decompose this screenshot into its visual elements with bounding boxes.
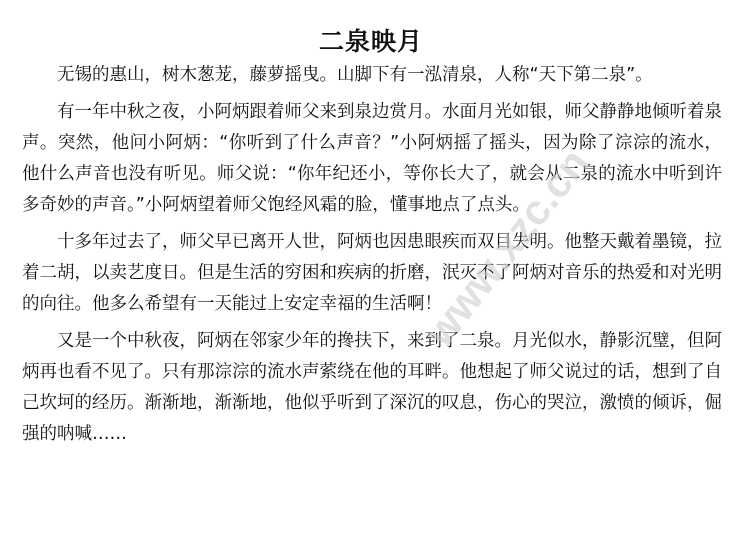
paragraph-4: 又是一个中秋夜，阿炳在邻家少年的搀扶下，来到了二泉。月光似水，静影沉璧，但阿炳再也看不见了。只有那淙淙的流水声萦绕在他的耳畔。他想起了师父说过的话，想到了自己坎坷的经历。渐渐地，渐渐地，他似乎听到了深沉的叹息，伤心的哭泣，激愤的倾诉，倔强的呐喊…… — [22, 331, 722, 444]
paragraph-2: 有一年中秋之夜，小阿炳跟着师父来到泉边赏月。水面月光如银，师父静静地倾听着泉声。突然，他问小阿炳：“你听到了什么声音？”小阿炳摇了摇头，因为除了淙淙的流水，他什么声音也没有听见。师父说：“你年纪还小，等你长大了，就会从二泉的流水中听到许多奇妙的声音。”小阿炳望着师父饱经风霜的脸，懂事地点了点头。 — [22, 102, 722, 215]
watermark-text: www.xzc.cn — [415, 139, 598, 355]
paragraph-3: 十多年过去了，师父早已离开人世，阿炳也因患眼疾而双目失明。他整天戴着墨镜，拉着二胡，以卖艺度日。但是生活的穷困和疾病的折磨，泯灭不了阿炳对音乐的热爱和对光明的向往。他多么希望有一天能过上安定幸福的生活啊！ — [22, 232, 722, 314]
paragraph-1: 无锡的惠山，树木葱茏，藤萝摇曳。山脚下有一泓清泉，人称“天下第二泉”。 — [57, 65, 653, 85]
document-title: 二泉映月 — [318, 26, 423, 56]
document-body — [22, 60, 722, 450]
